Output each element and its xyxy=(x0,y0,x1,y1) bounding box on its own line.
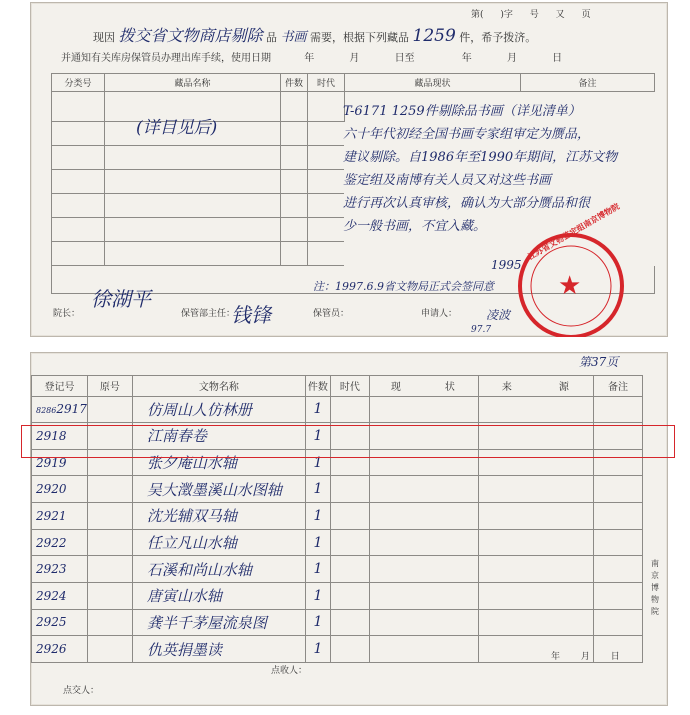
inventory-table xyxy=(31,375,643,663)
source-cell xyxy=(478,529,535,556)
applicant-name: 凌波 xyxy=(486,308,511,322)
status-cell xyxy=(422,636,479,663)
applicant-date: 97.7 xyxy=(471,325,492,335)
reg-no: 2922 xyxy=(36,535,67,550)
remarks-cell xyxy=(593,556,642,583)
source-cell xyxy=(535,529,594,556)
source-cell xyxy=(478,396,535,423)
col-header: 来 xyxy=(478,376,535,397)
table-row xyxy=(32,582,643,609)
status-cell xyxy=(369,396,422,423)
status-cell xyxy=(422,582,479,609)
source-cell xyxy=(535,476,594,503)
col-header: 原号 xyxy=(87,376,132,397)
date-label: 日 xyxy=(552,53,563,64)
item-name: 吴大澂墨溪山水图轴 xyxy=(132,476,305,503)
reg-no: 2921 xyxy=(36,508,67,523)
col-header: 时代 xyxy=(308,74,345,92)
item-name: 江南春卷 xyxy=(132,423,305,450)
reg-no-cell xyxy=(32,636,88,663)
source-cell xyxy=(478,609,535,636)
official-seal xyxy=(518,201,624,339)
era-cell xyxy=(330,582,369,609)
status-line: T-6171 1259件剔除品书画（详见清单） xyxy=(343,104,581,119)
status-cell xyxy=(369,609,422,636)
col-header: 件数 xyxy=(305,376,330,397)
year-note: 1995 xyxy=(491,258,522,272)
orig-no-cell xyxy=(87,476,132,503)
item-count: 1 xyxy=(305,529,330,556)
source-cell xyxy=(478,582,535,609)
status-cell xyxy=(422,556,479,583)
item-name: 仿周山人仿林册 xyxy=(132,396,305,423)
status-cell xyxy=(422,529,479,556)
date-label: 日至 xyxy=(394,53,415,64)
status-cell xyxy=(422,503,479,530)
date-label: 月 xyxy=(506,53,517,64)
corner-mark: 号 xyxy=(529,10,539,20)
item-name: 石溪和尚山水轴 xyxy=(132,556,305,583)
status-cell xyxy=(369,476,422,503)
item-count: 1 xyxy=(305,503,330,530)
remarks-cell xyxy=(593,609,642,636)
line1-prefix: 现因 xyxy=(93,31,115,44)
status-cell xyxy=(369,556,422,583)
footer-date xyxy=(551,649,620,662)
table-row xyxy=(32,529,643,556)
seal-text: 江苏省文物鉴定组南京博物院 xyxy=(526,201,622,262)
status-line: 六十年代初经全国书画专家组审定为赝品， xyxy=(343,127,591,142)
date-label: 月 xyxy=(580,652,590,662)
table-row xyxy=(32,476,643,503)
inventory-list-sheet xyxy=(30,352,668,706)
reg-no: 2923 xyxy=(36,562,67,577)
highlight-box xyxy=(21,425,675,458)
reg-no: 2924 xyxy=(36,588,67,603)
orig-no-cell xyxy=(87,582,132,609)
orig-no-cell xyxy=(87,529,132,556)
reg-no-cell xyxy=(32,556,88,583)
col-header: 登记号 xyxy=(32,376,88,397)
corner-mark: 又 xyxy=(555,10,565,20)
item-count: 1 xyxy=(305,396,330,423)
era-cell xyxy=(330,396,369,423)
col-header: 源 xyxy=(535,376,594,397)
disposal-form-sheet xyxy=(30,2,668,337)
col-header: 备注 xyxy=(521,74,655,92)
count-fill: 1259 xyxy=(412,26,456,46)
footnote: 注：1997.6.9省文物局正式会签同意 xyxy=(313,280,494,293)
item-count: 1 xyxy=(305,609,330,636)
item-count: 1 xyxy=(305,636,330,663)
corner-mark: 页 xyxy=(581,10,591,20)
purpose-fill: 拨交省文物商店剔除 xyxy=(118,26,263,45)
signature-1: 徐湖平 xyxy=(91,287,151,311)
reg-no: 2918 xyxy=(36,428,67,443)
receiver-label: 点收人： xyxy=(271,666,308,676)
era-cell xyxy=(330,556,369,583)
reg-no-cell xyxy=(32,503,88,530)
remarks-cell xyxy=(593,476,642,503)
col-header: 时代 xyxy=(330,376,369,397)
status-cell xyxy=(369,636,422,663)
item-name: 仇英捐墨读 xyxy=(132,636,305,663)
star-icon: ★ xyxy=(558,271,582,301)
table-row xyxy=(32,503,643,530)
source-cell xyxy=(478,503,535,530)
era-cell xyxy=(330,503,369,530)
side-note: 南京博物院 xyxy=(651,559,659,616)
source-cell xyxy=(535,609,594,636)
source-cell xyxy=(478,476,535,503)
line2-text: 并通知有关库房保管员办理出库手续，使用日期 xyxy=(61,53,271,64)
corner-mark: )字 xyxy=(500,10,513,20)
line1-suffix: 需要，根据下列藏品 xyxy=(310,31,410,44)
form-line-1 xyxy=(93,23,536,46)
col-header: 现 xyxy=(369,376,422,397)
item-count: 1 xyxy=(305,423,330,450)
table-row xyxy=(32,556,643,583)
date-label: 日 xyxy=(610,652,620,662)
source-cell xyxy=(535,582,594,609)
item-count: 1 xyxy=(305,556,330,583)
line1-end: 件，希予拨济。 xyxy=(459,31,537,44)
status-line: 少一般书画，不宜入藏。 xyxy=(343,219,487,234)
status-cell xyxy=(422,609,479,636)
col-header: 文物名称 xyxy=(132,376,305,397)
line1-mid: 品 xyxy=(266,31,278,44)
orig-no-cell xyxy=(87,556,132,583)
corner-mark: 第( xyxy=(471,10,484,20)
status-line: 进行再次认真审核，确认为大部分赝品和很 xyxy=(343,196,591,211)
item-count: 1 xyxy=(305,476,330,503)
footer-applicant-label: 申请人： xyxy=(421,309,458,319)
page-gap xyxy=(0,337,690,349)
status-line: 鉴定组及南博有关人员又对这些书画 xyxy=(343,173,552,188)
status-cell xyxy=(369,503,422,530)
reg-no: 2919 xyxy=(36,455,67,470)
type-fill: 书画 xyxy=(280,30,307,45)
form-line-2 xyxy=(61,49,562,64)
col-header: 藏品名称 xyxy=(105,74,281,92)
reg-no: 2920 xyxy=(36,482,67,497)
remarks-cell xyxy=(593,529,642,556)
item-count: 1 xyxy=(305,449,330,476)
status-cell xyxy=(422,396,479,423)
era-cell xyxy=(330,609,369,636)
reg-no: 2917 xyxy=(56,402,87,417)
table-row xyxy=(32,396,643,423)
date-label: 年 xyxy=(304,53,315,64)
item-name: 沈光辅双马轴 xyxy=(132,503,305,530)
orig-no-cell xyxy=(87,609,132,636)
orig-no-cell xyxy=(87,396,132,423)
era-cell xyxy=(330,529,369,556)
era-cell xyxy=(330,636,369,663)
era-cell xyxy=(330,476,369,503)
date-label: 年 xyxy=(461,53,472,64)
col-header: 状 xyxy=(422,376,479,397)
source-cell xyxy=(535,396,594,423)
item-name: 唐寅山水轴 xyxy=(132,582,305,609)
item-count: 1 xyxy=(305,582,330,609)
col-header: 分类号 xyxy=(52,74,105,92)
footer-custodian-label: 保管员： xyxy=(313,309,350,319)
reg-no-cell xyxy=(32,476,88,503)
status-cell xyxy=(422,476,479,503)
reg-no: 2925 xyxy=(36,615,67,630)
source-cell xyxy=(535,556,594,583)
source-cell xyxy=(478,636,535,663)
remarks-cell xyxy=(593,503,642,530)
date-label: 月 xyxy=(349,53,360,64)
item-name: 龚半千茅屋流泉图 xyxy=(132,609,305,636)
source-cell xyxy=(535,503,594,530)
corner-marks xyxy=(471,7,591,20)
item-name: 张夕庵山水轴 xyxy=(132,449,305,476)
source-cell xyxy=(478,556,535,583)
item-name: 任立凡山水轴 xyxy=(132,529,305,556)
status-line: 建议剔除。自1986年至1990年期间，江苏文物 xyxy=(343,150,618,165)
name-entry: (详目见后) xyxy=(136,118,218,138)
reg-no-cell xyxy=(32,529,88,556)
footer-dept-label: 院长： xyxy=(53,309,81,319)
col-header: 备注 xyxy=(593,376,642,397)
col-header: 件数 xyxy=(281,74,308,92)
orig-no-cell xyxy=(87,503,132,530)
reg-no: 2926 xyxy=(36,642,67,657)
reg-prefix: 8286 xyxy=(36,406,57,416)
footer-custody-director-label: 保管部主任： xyxy=(181,309,236,319)
orig-no-cell xyxy=(87,636,132,663)
reg-no-cell xyxy=(32,396,88,423)
status-cell xyxy=(369,529,422,556)
status-cell xyxy=(369,582,422,609)
remarks-cell xyxy=(593,396,642,423)
handover-label: 点交人： xyxy=(63,686,100,696)
reg-no-cell xyxy=(32,582,88,609)
col-header: 藏品现状 xyxy=(345,74,521,92)
table-row xyxy=(32,609,643,636)
status-note xyxy=(343,100,663,238)
remarks-cell xyxy=(593,582,642,609)
signature-2: 钱锋 xyxy=(231,303,271,327)
date-label: 年 xyxy=(551,652,561,662)
reg-no-cell xyxy=(32,609,88,636)
page-mark: 第37页 xyxy=(579,355,619,369)
